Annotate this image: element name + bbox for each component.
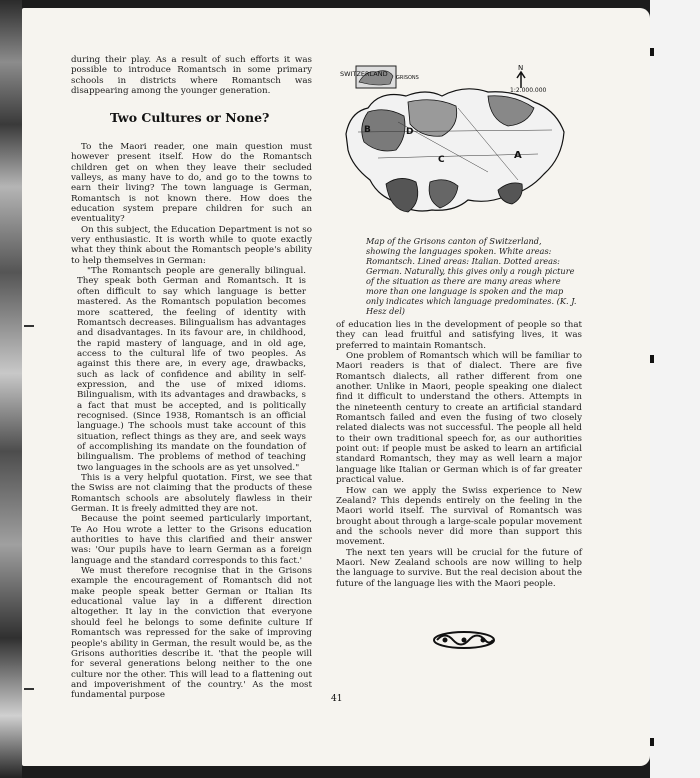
region-label: D [406, 127, 414, 137]
paragraph: The next ten years will be crucial for the future of Maori. New Zealand schools are now willing to help the language to survive. But the real decision about the future of the language lies with the Maori people. [336, 547, 582, 589]
paragraph: We must therefore recognise that in the Grisons example the encouragement of Romantsch did not make people speak better German or Italian Its educational value lay in a different direction altogether. It lay in the conviction that everyone should feel he belongs to some definite culture If Romantsch was repressed for the sake of improving people's ability in German, the result would be, as the Grisons authorities describe it. 'that the people will for several generations belong neither to the one culture nor the other. This will lead to a flattening out and impoverishment of the country.' As the most fundamental purpose [71, 566, 312, 701]
column-left [71, 142, 312, 701]
decorative-ornament-icon [431, 629, 497, 651]
north-arrow-icon [517, 72, 525, 88]
page-number: 41 [331, 694, 343, 704]
region-label: A [514, 150, 522, 161]
italian-lined-area [386, 178, 418, 212]
column-left-top [71, 55, 312, 96]
label-grisons: GRISONS [396, 75, 419, 81]
margin-mark [24, 325, 34, 327]
region-label: B [364, 125, 371, 135]
paragraph: Because the point seemed particularly important, Te Ao Hou wrote a letter to the Grisons education authorities to have this clarified and their answer was: 'Our pupils have to learn German as a foreign language and the standard corresponds to this fact.' [71, 514, 312, 566]
paragraph: of education lies in the development of people so that they can lead fruitful and satisfying lives, it was preferred to maintain Romantsch. [336, 320, 582, 351]
region-label: C [438, 155, 445, 165]
paragraph: This is a very helpful quotation. First, we see that the Swiss are not claiming that the products of these Romantsch schools are absolutely flawless in their German. It is freely admitted they are not. [71, 473, 312, 515]
section-heading: Two Cultures or None? [110, 110, 270, 125]
map-scale: 1:2.000.000 [510, 87, 547, 94]
paragraph: How can we apply the Swiss experience to New Zealand? This depends entirely on the feeling in the Maori world itself. The survival of Romantsch was brought about through a large-scale popular movement and the schools never did more than support this movement. [336, 485, 582, 548]
quotation-block: "The Romantsch people are generally bilingual. They speak both German and Romantsch. It is often difficult to say which language is better mastered. As the Romantsch population becomes more scattered, the feeling of identity with Romantsch decreases. Bilingualism has advantages and disadvantages. In its favour are, in childhood, the rapid mastery of language, and in old age, access to the cultural life of two peoples. As against this there are, in every age, drawbacks, such as lack of confidence and ability in self-expression, and the use of mixed idioms. Bilingualism, with its advantages and drawbacks, s a fact that must be accepted, and is politically recognised. (Since 1938, Romantsch is an official language.) The schools must take account of this situation, reflect things as they are, and seek ways of accomplishing its mandate on the foundation of bilingualism. The problems of method of teaching two languages in the schools are as yet unsolved." [77, 266, 306, 473]
paragraph: On this subject, the Education Department is not so very enthusiastic. It is worth while to quote exactly what they think about the Romantsch people's ability to help themselves in German: [71, 224, 312, 266]
paragraph: during their play. As a result of such efforts it was possible to introduce Romantsch in some primary schools in districts where Romantsch was disappearing among the younger generation. [71, 55, 312, 97]
map-caption: Map of the Grisons canton of Switzerland, showing the languages spoken. White areas: Romantsch. Lined areas: Italian. Dotted areas: German. Naturally, this gives only a rough picture of the situation as there are many areas where more than one language is spoken and the map only indicates which language predominates. (K. J. Hesz del) [366, 236, 577, 316]
paragraph: One problem of Romantsch which will be familiar to Maori readers is that of dialect. There are five Romantsch dialects, all rather different from one another. Unlike in Maori, people speaking one dialect find it difficult to understand the others. Attempts in the nineteenth century to create an artificial standard Romantsch failed and even the fusing of two closely related dialects was not successful. The people all held to their own traditional speech for, as our authorities point out: if people must be asked to learn an artificial standard Romantsch, they may as well learn a major language like Italian or German which is of far greater practical value. [336, 351, 582, 486]
adjacent-page-photo [0, 0, 22, 778]
grisons-map [338, 62, 570, 230]
label-switzerland: SWITZERLAND [340, 70, 388, 78]
margin-mark [24, 688, 34, 690]
north-label: N [518, 64, 524, 72]
scan-right-margin [650, 0, 700, 778]
paragraph: To the Maori reader, one main question must however present itself. How do the Romantsch children get on when they leave their secluded valleys, as many have to do, and go to the towns to earn their living? The town language is German, Romantsch is not known there. How does the education system prepare children for such an eventuality? [71, 142, 312, 225]
column-right [336, 320, 582, 589]
